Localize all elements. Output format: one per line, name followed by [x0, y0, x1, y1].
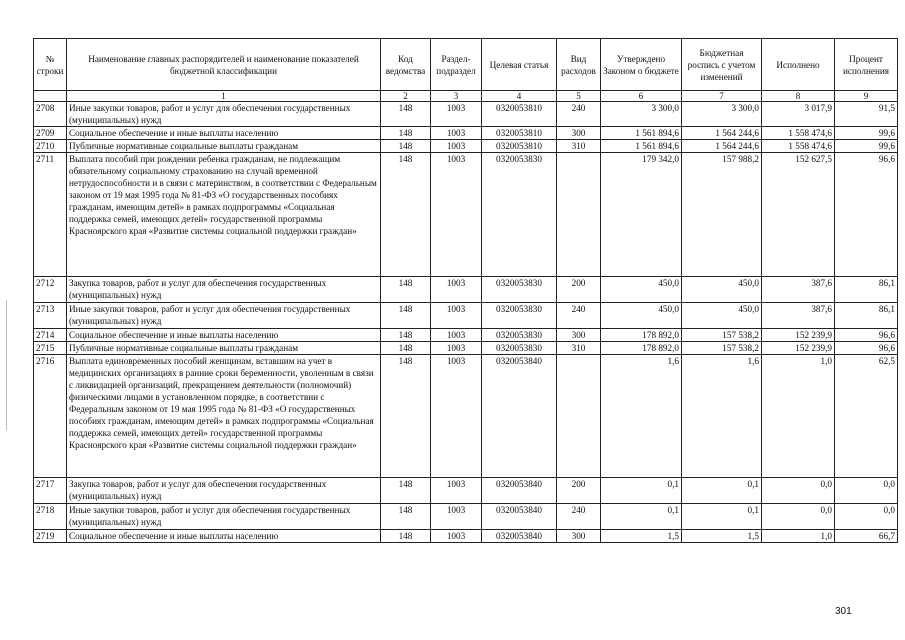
row-name-cell: Социальное обеспечение и иные выплаты населению	[67, 530, 381, 543]
table-row	[34, 478, 898, 504]
row-name-cell: Иные закупки товаров, работ и услуг для обеспечения государственных (муниципальных) нужд	[67, 303, 381, 329]
row-dept-cell: 148	[381, 277, 431, 303]
header-target: Целевая статья	[482, 39, 557, 91]
row-percent-cell: 99,6	[835, 127, 898, 140]
row-section-cell: 1003	[431, 303, 482, 329]
row-percent-cell: 0,0	[835, 504, 898, 530]
row-percent-cell: 86,1	[835, 277, 898, 303]
row-dept-cell: 148	[381, 478, 431, 504]
row-target-cell: 0320053830	[482, 342, 557, 355]
row-exp-type-cell	[557, 153, 601, 277]
row-budget-cell: 1,5	[682, 530, 762, 543]
row-number-cell: 2713	[34, 303, 67, 329]
header-row	[34, 39, 898, 91]
row-budget-cell: 3 300,0	[682, 102, 762, 127]
row-exp-type-cell: 240	[557, 102, 601, 127]
row-budget-cell: 157 538,2	[682, 342, 762, 355]
row-exp-type-cell: 300	[557, 530, 601, 543]
row-target-cell: 0320053840	[482, 478, 557, 504]
row-dept-cell: 148	[381, 329, 431, 342]
header-approved: Утверждено Законом о бюджете	[601, 39, 682, 91]
col-number: 8	[762, 91, 835, 102]
col-number: 2	[381, 91, 431, 102]
row-section-cell: 1003	[431, 329, 482, 342]
table-row	[34, 504, 898, 530]
row-target-cell: 0320053830	[482, 277, 557, 303]
row-number-cell: 2708	[34, 102, 67, 127]
row-target-cell: 0320053830	[482, 153, 557, 277]
row-executed-cell: 152 627,5	[762, 153, 835, 277]
row-name-cell: Публичные нормативные социальные выплаты гражданам	[67, 342, 381, 355]
row-dept-cell: 148	[381, 303, 431, 329]
row-number-cell: 2709	[34, 127, 67, 140]
row-percent-cell: 99,6	[835, 140, 898, 153]
row-number-cell: 2719	[34, 530, 67, 543]
row-exp-type-cell	[557, 355, 601, 478]
row-section-cell: 1003	[431, 355, 482, 478]
header-dept: Код ведомства	[381, 39, 431, 91]
row-approved-cell: 1,5	[601, 530, 682, 543]
row-approved-cell: 1,6	[601, 355, 682, 478]
row-percent-cell: 0,0	[835, 478, 898, 504]
row-budget-cell: 450,0	[682, 303, 762, 329]
row-target-cell: 0320053810	[482, 140, 557, 153]
row-percent-cell: 91,5	[835, 102, 898, 127]
row-name-cell: Социальное обеспечение и иные выплаты населению	[67, 127, 381, 140]
row-budget-cell: 1 564 244,6	[682, 140, 762, 153]
col-number: 7	[682, 91, 762, 102]
row-name-cell: Иные закупки товаров, работ и услуг для обеспечения государственных (муниципальных) нужд	[67, 504, 381, 530]
row-executed-cell: 1 558 474,6	[762, 140, 835, 153]
row-section-cell: 1003	[431, 102, 482, 127]
row-approved-cell: 450,0	[601, 277, 682, 303]
row-executed-cell: 387,6	[762, 277, 835, 303]
table-row	[34, 530, 898, 543]
page-number: 301	[835, 606, 852, 617]
row-executed-cell: 152 239,9	[762, 342, 835, 355]
row-section-cell: 1003	[431, 127, 482, 140]
row-executed-cell: 1 558 474,6	[762, 127, 835, 140]
table-row	[34, 355, 898, 478]
row-budget-cell: 450,0	[682, 277, 762, 303]
row-name-cell: Социальное обеспечение и иные выплаты населению	[67, 329, 381, 342]
row-exp-type-cell: 240	[557, 303, 601, 329]
row-section-cell: 1003	[431, 140, 482, 153]
row-dept-cell: 148	[381, 140, 431, 153]
header-budget-list: Бюджетная роспись с учетом изменений	[682, 39, 762, 91]
row-number-cell: 2711	[34, 153, 67, 277]
row-dept-cell: 148	[381, 127, 431, 140]
header-name: Наименование главных распорядителей и наименование показателей бюджетной классификации	[67, 39, 381, 91]
row-dept-cell: 148	[381, 504, 431, 530]
table-row	[34, 102, 898, 127]
row-section-cell: 1003	[431, 153, 482, 277]
row-target-cell: 0320053810	[482, 127, 557, 140]
row-exp-type-cell: 200	[557, 277, 601, 303]
row-target-cell: 0320053830	[482, 303, 557, 329]
row-executed-cell: 3 017,9	[762, 102, 835, 127]
col-number	[34, 91, 67, 102]
scan-edge-mark	[6, 300, 7, 430]
header-row-num: № строки	[34, 39, 67, 91]
row-dept-cell: 148	[381, 530, 431, 543]
row-budget-cell: 1 564 244,6	[682, 127, 762, 140]
row-dept-cell: 148	[381, 355, 431, 478]
col-number: 5	[557, 91, 601, 102]
row-name-cell: Закупка товаров, работ и услуг для обеспечения государственных (муниципальных) нужд	[67, 478, 381, 504]
col-number: 1	[67, 91, 381, 102]
row-approved-cell: 1 561 894,6	[601, 140, 682, 153]
row-name-cell: Закупка товаров, работ и услуг для обеспечения государственных (муниципальных) нужд	[67, 277, 381, 303]
row-number-cell: 2715	[34, 342, 67, 355]
row-target-cell: 0320053840	[482, 530, 557, 543]
table-row	[34, 342, 898, 355]
row-number-cell: 2712	[34, 277, 67, 303]
row-budget-cell: 1,6	[682, 355, 762, 478]
table-row	[34, 303, 898, 329]
row-percent-cell: 96,6	[835, 153, 898, 277]
row-approved-cell: 178 892,0	[601, 342, 682, 355]
budget-execution-table	[33, 38, 898, 543]
row-number-cell: 2716	[34, 355, 67, 478]
row-target-cell: 0320053840	[482, 504, 557, 530]
row-percent-cell: 86,1	[835, 303, 898, 329]
row-approved-cell: 178 892,0	[601, 329, 682, 342]
row-executed-cell: 0,0	[762, 478, 835, 504]
table-row	[34, 140, 898, 153]
row-exp-type-cell: 300	[557, 127, 601, 140]
row-section-cell: 1003	[431, 504, 482, 530]
row-executed-cell: 387,6	[762, 303, 835, 329]
row-target-cell: 0320053810	[482, 102, 557, 127]
row-name-cell: Иные закупки товаров, работ и услуг для обеспечения государственных (муниципальных) нужд	[67, 102, 381, 127]
row-section-cell: 1003	[431, 277, 482, 303]
row-name-cell: Выплата единовременных пособий женщинам, вставшим на учет в медицинских организациях в ранние сроки беременности, уволенным в связи с ликвидацией организаций, прекращением деятельности (полномочий) физическими лицами в установленном порядке, в соответствии с Федеральным законом от 19 мая 1995 года № 81-ФЗ «О государственных пособиях гражданам, имеющим детей» в рамках подпрограммы «Социальная поддержка семей, имеющих детей» государственной программы Красноярского края «Развитие системы социальной поддержки граждан»	[67, 355, 381, 478]
col-number: 9	[835, 91, 898, 102]
row-percent-cell: 66,7	[835, 530, 898, 543]
col-number: 6	[601, 91, 682, 102]
row-section-cell: 1003	[431, 530, 482, 543]
header-section: Раздел-подраздел	[431, 39, 482, 91]
row-percent-cell: 96,6	[835, 329, 898, 342]
row-executed-cell: 0,0	[762, 504, 835, 530]
table-row	[34, 277, 898, 303]
column-numbers-row	[34, 91, 898, 102]
row-budget-cell: 0,1	[682, 504, 762, 530]
row-executed-cell: 1,0	[762, 355, 835, 478]
row-executed-cell: 152 239,9	[762, 329, 835, 342]
row-dept-cell: 148	[381, 342, 431, 355]
row-target-cell: 0320053840	[482, 355, 557, 478]
row-name-cell: Выплата пособий при рождении ребенка гражданам, не подлежащим обязательному социальному страхованию на случай временной нетрудоспособности и в связи с материнством, в соответствии с Федеральным законом от 19 мая 1995 года № 81-ФЗ «О государственных пособиях гражданам, имеющим детей» в рамках подпрограммы «Социальная поддержка семей, имеющих детей» государственной программы Красноярского края «Развитие системы социальной поддержки граждан»	[67, 153, 381, 277]
header-executed: Исполнено	[762, 39, 835, 91]
row-budget-cell: 157 988,2	[682, 153, 762, 277]
row-number-cell: 2714	[34, 329, 67, 342]
row-budget-cell: 0,1	[682, 478, 762, 504]
row-percent-cell: 96,6	[835, 342, 898, 355]
row-number-cell: 2710	[34, 140, 67, 153]
row-approved-cell: 450,0	[601, 303, 682, 329]
table-row	[34, 153, 898, 277]
row-approved-cell: 3 300,0	[601, 102, 682, 127]
row-section-cell: 1003	[431, 342, 482, 355]
row-section-cell: 1003	[431, 478, 482, 504]
header-percent: Процент исполнения	[835, 39, 898, 91]
row-approved-cell: 0,1	[601, 504, 682, 530]
row-approved-cell: 0,1	[601, 478, 682, 504]
row-exp-type-cell: 310	[557, 342, 601, 355]
row-number-cell: 2718	[34, 504, 67, 530]
row-exp-type-cell: 200	[557, 478, 601, 504]
row-exp-type-cell: 240	[557, 504, 601, 530]
row-budget-cell: 157 538,2	[682, 329, 762, 342]
header-exp-type: Вид расходов	[557, 39, 601, 91]
row-target-cell: 0320053830	[482, 329, 557, 342]
table-row	[34, 127, 898, 140]
col-number: 4	[482, 91, 557, 102]
row-dept-cell: 148	[381, 102, 431, 127]
row-approved-cell: 1 561 894,6	[601, 127, 682, 140]
table-row	[34, 329, 898, 342]
row-exp-type-cell: 310	[557, 140, 601, 153]
row-name-cell: Публичные нормативные социальные выплаты гражданам	[67, 140, 381, 153]
row-executed-cell: 1,0	[762, 530, 835, 543]
col-number: 3	[431, 91, 482, 102]
row-exp-type-cell: 300	[557, 329, 601, 342]
row-number-cell: 2717	[34, 478, 67, 504]
row-approved-cell: 179 342,0	[601, 153, 682, 277]
row-dept-cell: 148	[381, 153, 431, 277]
row-percent-cell: 62,5	[835, 355, 898, 478]
